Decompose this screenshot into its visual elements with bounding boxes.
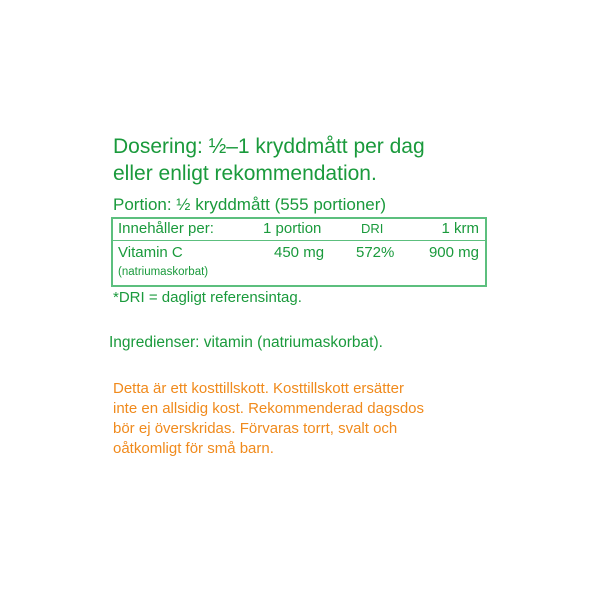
header-contains-per: Innehåller per: [118,220,214,237]
row-krm-amount: 900 mg [428,244,479,261]
row-nutrient-name: Vitamin C [118,244,183,261]
nutrition-table-header [113,219,485,241]
dri-footnote: *DRI = dagligt referensintag. [113,289,302,306]
warning-line-2: inte en allsidig kost. Rekommenderad dagsdos [113,400,425,417]
nutrition-table [111,217,487,287]
dosage-line-2: eller enligt rekommendation. [113,162,377,185]
warning-line-4: oåtkomligt för små barn. [113,440,274,457]
header-krm: 1 krm [441,220,479,237]
row-portion-amount: 450 mg [274,244,325,261]
supplement-warning [113,379,493,459]
warning-line-1: Detta är ett kosttillskott. Kosttillskott ersätter [113,380,404,397]
row-nutrient-form: (natriumaskorbat) [118,266,209,278]
dosage-line-1: Dosering: ½–1 kryddmått per dag [113,135,425,158]
portion-text: Portion: ½ kryddmått (555 portioner) [113,195,387,214]
header-dri: DRI [361,221,384,236]
warning-line-3: bör ej överskridas. Förvaras torrt, svalt och [113,420,398,437]
header-portion: 1 portion [263,220,322,237]
dosage-heading [113,133,425,187]
row-dri-percent: 572% [356,244,395,261]
ingredients-text: Ingredienser: vitamin (natriumaskorbat). [109,334,383,351]
